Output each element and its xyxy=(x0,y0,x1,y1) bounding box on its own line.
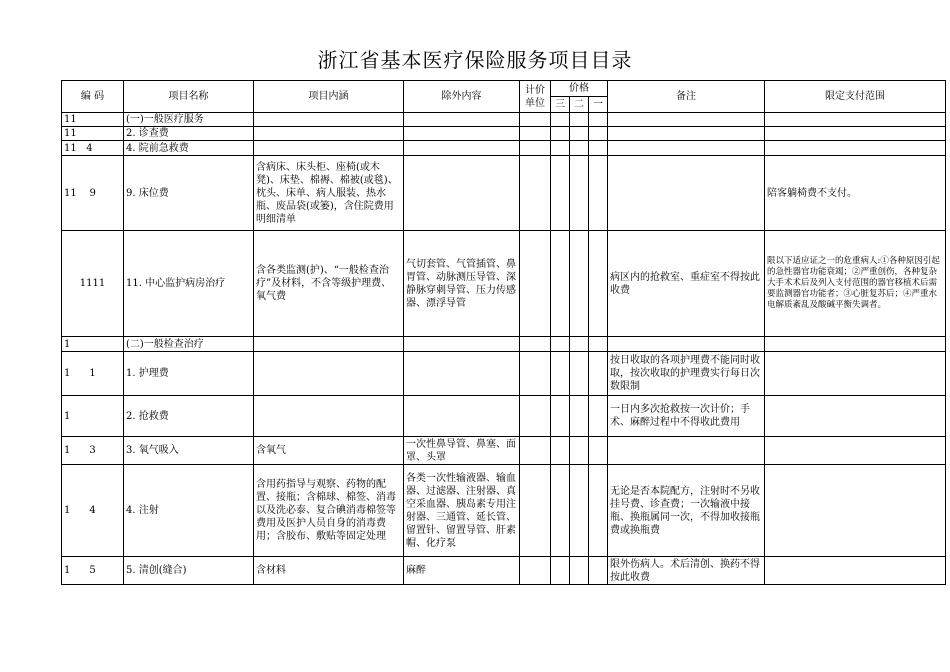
row-name: 4. 院前急救费 xyxy=(124,141,254,156)
header-remark: 备注 xyxy=(608,81,765,113)
table-row xyxy=(62,557,946,585)
row-code: 1 1 xyxy=(62,352,124,396)
header-code: 编 码 xyxy=(62,81,124,113)
row-remark: 限外伤病人。术后清创、换药不得按此收费 xyxy=(608,557,765,585)
row-name: 9. 床位费 xyxy=(124,156,254,231)
row-limit xyxy=(765,127,946,141)
row-remark xyxy=(608,141,765,156)
header-excluded: 除外内容 xyxy=(404,81,520,113)
row-code: 11 xyxy=(62,113,124,127)
row-name: 11. 中心监护病房治疗 xyxy=(124,231,254,337)
row-remark: 病区内的抢救室、重症室不得按此收费 xyxy=(608,231,765,337)
row-excluded: 麻醉 xyxy=(404,557,520,585)
row-content xyxy=(254,337,404,352)
row-limit xyxy=(765,113,946,127)
row-limit xyxy=(765,396,946,437)
table-row xyxy=(62,337,946,352)
row-remark: 无论是否本院配方，注射时不另收挂号费、诊查费；一次输液中接瓶、换瓶属同一次，不得加收接瓶费或换瓶费 xyxy=(608,465,765,557)
row-limit xyxy=(765,557,946,585)
row-code: 11 xyxy=(62,127,124,141)
table-row xyxy=(62,127,946,141)
row-name: 1. 护理费 xyxy=(124,352,254,396)
row-excluded xyxy=(404,113,520,127)
row-excluded xyxy=(404,337,520,352)
table-row xyxy=(62,113,946,127)
row-limit xyxy=(765,465,946,557)
row-code: 1111 xyxy=(62,231,124,337)
row-remark xyxy=(608,113,765,127)
row-name: 3. 氧气吸入 xyxy=(124,437,254,465)
row-excluded xyxy=(404,396,520,437)
row-remark: 按日收取的各项护理费不能同时收取，按次收取的护理费实行每日次数限制 xyxy=(608,352,765,396)
table-row xyxy=(62,465,946,557)
row-name: (一)一般医疗服务 xyxy=(124,113,254,127)
row-name: 5. 清创(缝合) xyxy=(124,557,254,585)
row-name: (二)一般检查治疗 xyxy=(124,337,254,352)
row-limit xyxy=(765,337,946,352)
row-limit xyxy=(765,437,946,465)
row-limit xyxy=(765,352,946,396)
header-content: 项目内涵 xyxy=(254,81,404,113)
row-code: 11 4 xyxy=(62,141,124,156)
row-excluded xyxy=(404,156,520,231)
row-content xyxy=(254,113,404,127)
row-limit: 陪客躺椅费不支付。 xyxy=(765,156,946,231)
header-name: 项目名称 xyxy=(124,81,254,113)
header-price: 价格 xyxy=(551,81,608,97)
row-content xyxy=(254,396,404,437)
header-unit: 计价单位 xyxy=(520,81,551,113)
row-excluded: 气切套管、气管插管、鼻胃管、动脉测压导管、深静脉穿刺导管、压力传感器、漂浮导管 xyxy=(404,231,520,337)
table-header-row xyxy=(62,81,946,97)
table-row xyxy=(62,352,946,396)
row-remark xyxy=(608,337,765,352)
page-title: 浙江省基本医疗保险服务项目目录 xyxy=(317,48,633,72)
header-price-2: 二 xyxy=(570,97,589,113)
table-row xyxy=(62,231,946,337)
row-content: 含氧气 xyxy=(254,437,404,465)
row-excluded xyxy=(404,352,520,396)
row-remark: 一日内多次抢救按一次计价；手术、麻醉过程中不得收此费用 xyxy=(608,396,765,437)
table-row xyxy=(62,156,946,231)
catalog-table xyxy=(61,80,946,585)
row-content xyxy=(254,127,404,141)
row-code: 1 4 xyxy=(62,465,124,557)
row-content: 含用药指导与观察、药物的配置、接瓶；含棉球、棉签、消毒以及洗必泰、复合碘消毒棉签等费用及医护人员自身的消毒费用；含胶布、敷贴等固定处理 xyxy=(254,465,404,557)
row-limit xyxy=(765,141,946,156)
row-excluded xyxy=(404,127,520,141)
row-content xyxy=(254,352,404,396)
row-remark xyxy=(608,437,765,465)
row-code: 1 xyxy=(62,337,124,352)
row-content xyxy=(254,141,404,156)
header-limit: 限定支付范围 xyxy=(765,81,946,113)
table-row xyxy=(62,396,946,437)
row-content: 含各类监测(护)、“一般检查治疗”及材料，不含等级护理费、氧气费 xyxy=(254,231,404,337)
row-remark xyxy=(608,127,765,141)
row-code: 1 xyxy=(62,396,124,437)
row-name: 2. 诊查费 xyxy=(124,127,254,141)
row-excluded: 一次性鼻导管、鼻塞、面罩、头罩 xyxy=(404,437,520,465)
header-price-3: 三 xyxy=(551,97,570,113)
row-content: 含病床、床头柜、座椅(或木凳)、床垫、棉褥、棉被(或毯)、枕头、床单、病人服装、热水瓶、废品袋(或篓)，含住院费用明细清单 xyxy=(254,156,404,231)
row-remark xyxy=(608,156,765,231)
row-content: 含材料 xyxy=(254,557,404,585)
header-price-1: 一 xyxy=(589,97,608,113)
row-excluded: 各类一次性输液器、输血器、过滤器、注射器、真空采血器、胰岛素专用注射器、三通管、延长管、留置针、留置导管、肝素帽、化疗泵 xyxy=(404,465,520,557)
table-row xyxy=(62,437,946,465)
row-code: 1 5 xyxy=(62,557,124,585)
row-limit: 限以下适应证之一的危重病人:①各种原因引起的急性器官功能衰竭；②严重创伤，各种复杂大手术术后及列入支付范围的器官移植术后需要监测器官功能者；③心脏复苏后；④严重水电解质紊乱及酸碱平衡失调者。 xyxy=(765,231,946,337)
row-excluded xyxy=(404,141,520,156)
table-row xyxy=(62,141,946,156)
row-name: 4. 注射 xyxy=(124,465,254,557)
row-code: 11 9 xyxy=(62,156,124,231)
row-name: 2. 抢救费 xyxy=(124,396,254,437)
row-code: 1 3 xyxy=(62,437,124,465)
